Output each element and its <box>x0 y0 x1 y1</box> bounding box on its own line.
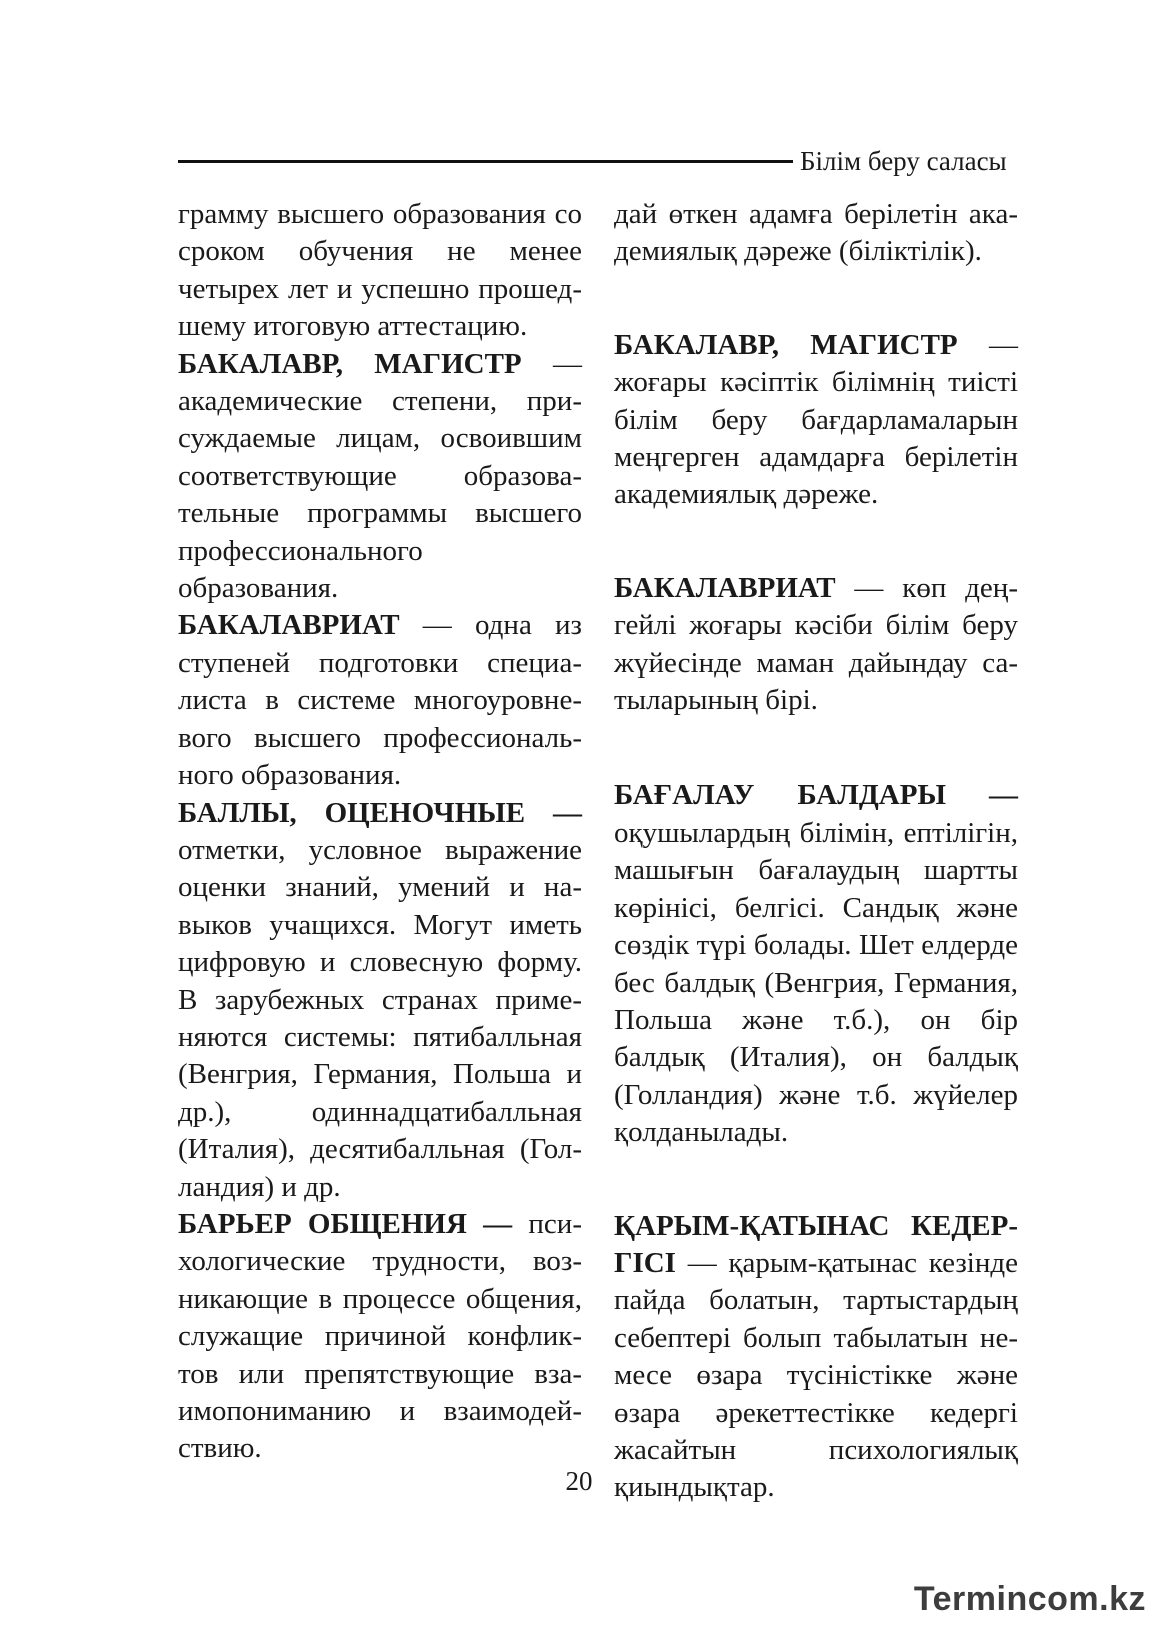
entry-definition: — академические степени, присуждаемые лицам, освоившим соответствующие образовательные программы высшего профессионального образования. <box>178 347 583 605</box>
right-column <box>614 196 1018 1507</box>
entry-definition: отметки, условное выражение оценки знаний, умений и навыков учащихся. Могут иметь цифровую и словесную форму. В зарубежных странах применяются системы: пятибалльная (Венгрия, Германия, Польша и др.), одиннадцатибалльная (Италия), десятибалльная (Голландия) и др. <box>178 833 582 1203</box>
entry-definition: психологические трудности, возникающие в процессе общения, служащие причиной конфликтов или препятствующие взаимопониманию и взаимодействию. <box>178 1207 582 1465</box>
entry-definition: оқушылардың білімін, ептілігін, машығын бағалаудың шартты көрінісі, белгісі. Сандық және сөздік түрі болады. Шет елдерде бес балдық (Венгрия, Германия, Польша және т.б.), он бір балдық (Италия), он балдық (Голландия) және т.б. жүйелер қолданылады. <box>614 816 1018 1149</box>
running-header-title: Білім беру саласы <box>800 146 1007 176</box>
entry-definition: — қарым-қатынас кезінде пайда болатын, тартыстардың себептері болып табылатын немесе өзара түсіністікке және өзара әрекеттестікке кедергі жасайтын психологиялық қиындықтар. <box>614 1246 1018 1504</box>
entry-definition: грамму высшего образования со сроком обучения не менее четырех лет и успешно прошедшему итоговую аттестацию. <box>178 198 582 343</box>
entry-definition: — жоғары кәсіптік білімнің тиісті білім беру бағдарламаларын меңгерген адамдарға берілетін академиялық дәреже. <box>614 328 1019 511</box>
entry-term: БАЛЛЫ, ОЦЕНОЧНЫЕ — <box>178 796 582 829</box>
entry-continuation <box>614 196 1018 271</box>
entry-term: БАРЬЕР ОБЩЕНИЯ — <box>178 1207 513 1240</box>
entry-definition: — көп деңгейлі жоғары кәсіби білім беру жүйесінде маман дайындау сатыларының бірі. <box>614 571 1018 717</box>
entry-bachelor-degree <box>178 607 582 794</box>
entry-definition: дай өткен адамға берілетін академиялық дәреже (біліктілік). <box>614 198 1018 268</box>
header-rule <box>178 160 793 163</box>
entry-term: БАКАЛАВРИАТ <box>178 609 400 642</box>
entry-communication-barrier <box>614 1208 1018 1507</box>
site-watermark-logo: Termincom.kz <box>913 1580 1146 1618</box>
entry-term: ҚАРЫМ-ҚАТЫНАС КЕДЕРГІСІ <box>614 1209 1018 1279</box>
entry-bachelor-master <box>178 346 582 608</box>
entry-term: БАКАЛАВР, МАГИСТР <box>178 347 522 380</box>
left-column <box>178 196 582 1468</box>
entry-communication-barrier <box>178 1206 582 1468</box>
entry-definition: — одна из ступеней подготовки специалиста в системе многоуровневого высшего профессионального образования. <box>178 609 582 792</box>
page-number: 20 <box>565 1466 593 1496</box>
entry-continuation <box>178 196 582 346</box>
entry-term: БАҒАЛАУ БАЛДАРЫ — <box>614 779 1018 812</box>
entry-grading-points <box>614 777 1018 1151</box>
entry-term: БАКАЛАВР, МАГИСТР <box>614 328 958 361</box>
entry-bachelor-master <box>614 327 1018 514</box>
entry-term: БАКАЛАВРИАТ <box>614 571 836 604</box>
entry-grading-points <box>178 795 582 1206</box>
entry-bachelor-degree <box>614 570 1018 720</box>
